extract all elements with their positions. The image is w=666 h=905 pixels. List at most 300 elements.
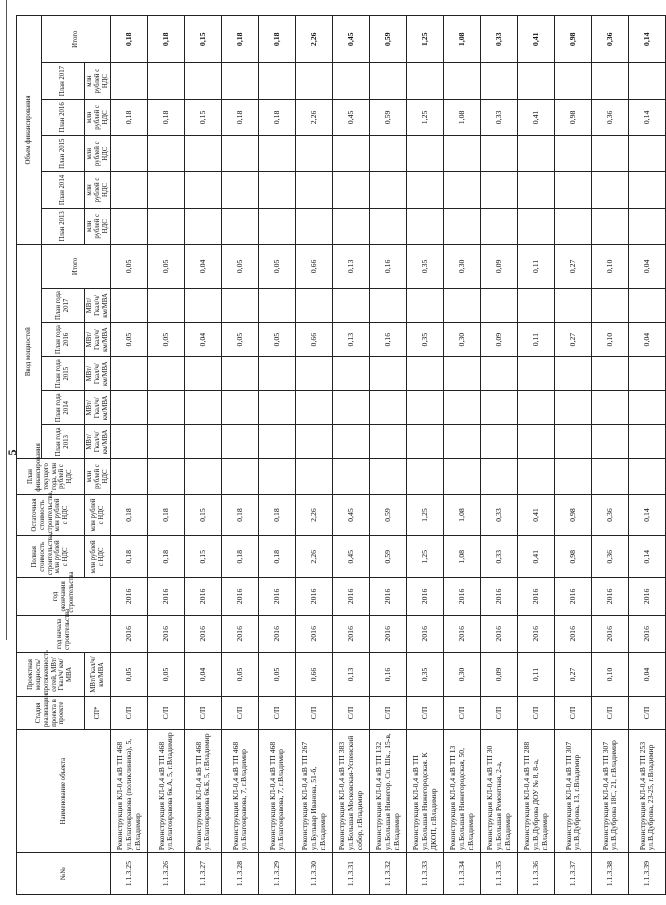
cell-stage: С/П xyxy=(296,697,333,730)
cell-end-year: 2016 xyxy=(333,578,370,615)
cell-c2016: 0,13 xyxy=(333,323,370,357)
header-f2016: План 2016 xyxy=(42,99,85,135)
cell-full-cost: 0,15 xyxy=(185,536,222,578)
cell-f2013 xyxy=(555,208,592,244)
cell-c2013 xyxy=(555,425,592,459)
cell-c2017 xyxy=(518,288,555,322)
cell-stage: С/П xyxy=(148,697,185,730)
cell-f2015 xyxy=(370,136,407,172)
cell-full-cost: 0,41 xyxy=(518,536,555,578)
cell-c-total: 0,10 xyxy=(592,244,629,288)
cell-c2015 xyxy=(592,357,629,391)
cell-power: 0,27 xyxy=(555,653,592,697)
cell-c2017 xyxy=(481,288,518,322)
cell-remaining-cost: 0,41 xyxy=(518,494,555,536)
cell-stage: С/П xyxy=(518,697,555,730)
cell-f2015 xyxy=(629,136,666,172)
cell-f2017 xyxy=(592,63,629,99)
cell-stage: С/П xyxy=(185,697,222,730)
header-c2014: План года 2014 xyxy=(42,391,85,425)
cell-c2014 xyxy=(148,391,185,425)
cell-c2015 xyxy=(444,357,481,391)
cell-c2014 xyxy=(111,391,148,425)
cell-f2016: 0,18 xyxy=(259,99,296,135)
cell-num: 1.1.3.28 xyxy=(222,853,259,895)
cell-f2013 xyxy=(148,208,185,244)
header-f2014: План 2014 xyxy=(42,172,85,208)
cell-f-total: 0,18 xyxy=(111,16,148,63)
cell-f2013 xyxy=(518,208,555,244)
cell-plan-funding xyxy=(296,459,333,494)
table-row xyxy=(296,16,333,895)
table-row xyxy=(148,16,185,895)
cell-c2015 xyxy=(111,357,148,391)
cell-stage: С/П xyxy=(333,697,370,730)
header-c2013: План года 2013 xyxy=(42,425,85,459)
header-funding: Объем финансирования xyxy=(17,16,42,245)
cell-f-total: 1,08 xyxy=(444,16,481,63)
cell-f2017 xyxy=(407,63,444,99)
cell-num: 1.1.3.33 xyxy=(407,853,444,895)
table-row xyxy=(222,16,259,895)
cell-f2013 xyxy=(222,208,259,244)
cell-start-year: 2016 xyxy=(555,615,592,652)
cell-c2017 xyxy=(629,288,666,322)
cell-start-year: 2016 xyxy=(259,615,296,652)
cell-f2016: 0,14 xyxy=(629,99,666,135)
cell-c-total: 0,05 xyxy=(111,244,148,288)
header-stage-sub: СП* xyxy=(85,697,111,730)
cell-full-cost: 1,08 xyxy=(444,536,481,578)
cell-f2015 xyxy=(407,136,444,172)
cell-power: 0,35 xyxy=(407,653,444,697)
table-row xyxy=(518,16,555,895)
cell-remaining-cost: 0,18 xyxy=(111,494,148,536)
cell-c2014 xyxy=(370,391,407,425)
cell-stage: С/П xyxy=(407,697,444,730)
cell-c2013 xyxy=(370,425,407,459)
cell-c2017 xyxy=(296,288,333,322)
cell-plan-funding xyxy=(259,459,296,494)
cell-remaining-cost: 1,08 xyxy=(444,494,481,536)
cell-f2017 xyxy=(629,63,666,99)
cell-c2016: 0,66 xyxy=(296,323,333,357)
cell-name: Реконструкция КЛ-0,4 кВ ТП 13 ул.Большая Нижегородская, 50, г.Владимир xyxy=(444,730,481,853)
header-c2016: План года 2016 xyxy=(42,323,85,357)
cell-f2014 xyxy=(111,172,148,208)
cell-f-total: 0,41 xyxy=(518,16,555,63)
cell-end-year: 2016 xyxy=(555,578,592,615)
table-row xyxy=(259,16,296,895)
cell-end-year: 2016 xyxy=(518,578,555,615)
cell-name: Реконструкция КЛ-0,4 кВ ТП 307 ул.В.Дуброва, 13, г.Владимир xyxy=(555,730,592,853)
cell-power: 0,10 xyxy=(592,653,629,697)
cell-name: Реконструкция КЛ-0,4 кВ ТП 468 ул.Благонравова 6к.Б, 5, г.Владимир xyxy=(185,730,222,853)
cell-remaining-cost: 0,98 xyxy=(555,494,592,536)
cell-c-total: 0,04 xyxy=(185,244,222,288)
cell-f2017 xyxy=(518,63,555,99)
cell-power: 0,04 xyxy=(185,653,222,697)
cell-c2015 xyxy=(185,357,222,391)
cell-num: 1.1.3.29 xyxy=(259,853,296,895)
table-row xyxy=(592,16,629,895)
cell-power: 0,30 xyxy=(444,653,481,697)
cell-start-year: 2016 xyxy=(518,615,555,652)
cell-remaining-cost: 2,26 xyxy=(296,494,333,536)
cell-stage: С/П xyxy=(370,697,407,730)
header-name: Наименование объекта xyxy=(17,730,111,853)
header-f2017: План 2017 xyxy=(42,63,85,99)
cell-num: 1.1.3.36 xyxy=(518,853,555,895)
header-f-unit: млн рублей с НДС xyxy=(85,172,111,208)
table-row xyxy=(333,16,370,895)
table-row xyxy=(481,16,518,895)
cell-end-year: 2016 xyxy=(259,578,296,615)
cell-c2017 xyxy=(444,288,481,322)
cell-num: 1.1.3.35 xyxy=(481,853,518,895)
table-row xyxy=(444,16,481,895)
cell-stage: С/П xyxy=(444,697,481,730)
cell-f2014 xyxy=(148,172,185,208)
cell-f2014 xyxy=(296,172,333,208)
cell-end-year: 2016 xyxy=(407,578,444,615)
cell-c2013 xyxy=(333,425,370,459)
cell-c-total: 0,13 xyxy=(333,244,370,288)
cell-c2014 xyxy=(518,391,555,425)
cell-start-year: 2016 xyxy=(592,615,629,652)
cell-full-cost: 0,98 xyxy=(555,536,592,578)
table-row xyxy=(185,16,222,895)
header-c-unit: МВт/Гкал/ч/км/МВА xyxy=(85,391,111,425)
cell-full-cost: 0,36 xyxy=(592,536,629,578)
cell-c2016: 0,05 xyxy=(111,323,148,357)
cell-start-year: 2016 xyxy=(185,615,222,652)
header-plan-funding: План финансирования текущего года, млн рублей с НДС xyxy=(17,459,85,494)
cell-full-cost: 0,14 xyxy=(629,536,666,578)
header-full-cost-sub: млн рублей с НДС xyxy=(85,536,111,578)
cell-plan-funding xyxy=(592,459,629,494)
header-c-unit: МВт/Гкал/ч/км/МВА xyxy=(85,288,111,322)
cell-c2013 xyxy=(592,425,629,459)
header-f-unit: млн рублей с НДС xyxy=(85,99,111,135)
page-number: 5 xyxy=(5,449,19,456)
cell-c2017 xyxy=(148,288,185,322)
cell-c2013 xyxy=(296,425,333,459)
cell-f2016: 0,41 xyxy=(518,99,555,135)
cell-end-year: 2016 xyxy=(222,578,259,615)
cell-c-total: 0,09 xyxy=(481,244,518,288)
cell-f2015 xyxy=(555,136,592,172)
cell-f2017 xyxy=(481,63,518,99)
cell-f-total: 2,26 xyxy=(296,16,333,63)
cell-c2013 xyxy=(222,425,259,459)
cell-num: 1.1.3.34 xyxy=(444,853,481,895)
cell-stage: С/П xyxy=(259,697,296,730)
cell-c2014 xyxy=(481,391,518,425)
cell-start-year: 2016 xyxy=(444,615,481,652)
cell-f2017 xyxy=(111,63,148,99)
header-remaining-cost: Остаточная стоимость строительства, млн рублей с НДС xyxy=(17,494,85,536)
cell-c2016: 0,04 xyxy=(185,323,222,357)
cell-stage: С/П xyxy=(555,697,592,730)
table-row xyxy=(555,16,592,895)
cell-c2016: 0,11 xyxy=(518,323,555,357)
cell-name: Реконструкция КЛ-0,4 кВ ТП 288 ул.В.Дуброва ДОУ № 8, 8-а, г.Владимир xyxy=(518,730,555,853)
cell-c-total: 0,05 xyxy=(259,244,296,288)
cell-start-year: 2016 xyxy=(148,615,185,652)
cell-c2017 xyxy=(259,288,296,322)
cell-f-total: 0,15 xyxy=(185,16,222,63)
cell-f2016: 0,33 xyxy=(481,99,518,135)
cell-c2013 xyxy=(518,425,555,459)
cell-start-year: 2016 xyxy=(222,615,259,652)
cell-full-cost: 2,26 xyxy=(296,536,333,578)
cell-f2014 xyxy=(592,172,629,208)
cell-num: 1.1.3.32 xyxy=(370,853,407,895)
cell-end-year: 2016 xyxy=(296,578,333,615)
cell-f2013 xyxy=(592,208,629,244)
cell-c2013 xyxy=(629,425,666,459)
cell-f2016: 0,15 xyxy=(185,99,222,135)
header-f-unit: млн рублей с НДС xyxy=(85,63,111,99)
cell-f2016: 0,36 xyxy=(592,99,629,135)
cell-power: 0,09 xyxy=(481,653,518,697)
cell-c2014 xyxy=(592,391,629,425)
cell-f-total: 0,33 xyxy=(481,16,518,63)
cell-c2017 xyxy=(555,288,592,322)
header-c-unit: МВт/Гкал/ч/км/МВА xyxy=(85,425,111,459)
header-f-total: Итого xyxy=(42,16,111,63)
cell-remaining-cost: 0,14 xyxy=(629,494,666,536)
cell-c2016: 0,10 xyxy=(592,323,629,357)
cell-c2014 xyxy=(259,391,296,425)
cell-c2014 xyxy=(555,391,592,425)
cell-c-total: 0,35 xyxy=(407,244,444,288)
cell-f2013 xyxy=(444,208,481,244)
cell-num: 1.1.3.31 xyxy=(333,853,370,895)
cell-c2015 xyxy=(148,357,185,391)
cell-f2016: 1,25 xyxy=(407,99,444,135)
cell-power: 0,05 xyxy=(148,653,185,697)
cell-full-cost: 0,59 xyxy=(370,536,407,578)
table-body xyxy=(111,16,666,895)
cell-name: Реконструкция КЛ-0,4 кВ ТП 30 ул.Большая Ремонтная, 2-а, г.Владимир xyxy=(481,730,518,853)
cell-stage: С/П xyxy=(629,697,666,730)
cell-f2013 xyxy=(296,208,333,244)
cell-f2015 xyxy=(518,136,555,172)
cell-c2014 xyxy=(222,391,259,425)
cell-c2013 xyxy=(111,425,148,459)
cell-c2017 xyxy=(333,288,370,322)
header-c-unit: МВт/Гкал/ч/км/МВА xyxy=(85,323,111,357)
cell-f2013 xyxy=(185,208,222,244)
cell-c2013 xyxy=(148,425,185,459)
cell-c2014 xyxy=(185,391,222,425)
header-f-unit: млн рублей с НДС xyxy=(85,208,111,244)
cell-f2013 xyxy=(333,208,370,244)
cell-plan-funding xyxy=(370,459,407,494)
cell-c2017 xyxy=(407,288,444,322)
cell-f2014 xyxy=(444,172,481,208)
cell-f-total: 0,18 xyxy=(259,16,296,63)
cell-c2014 xyxy=(407,391,444,425)
cell-f2017 xyxy=(148,63,185,99)
header-start-year: год начала строительства xyxy=(17,615,111,652)
cell-end-year: 2016 xyxy=(444,578,481,615)
cell-c-total: 0,30 xyxy=(444,244,481,288)
cell-c2014 xyxy=(296,391,333,425)
cell-remaining-cost: 1,25 xyxy=(407,494,444,536)
cell-f2015 xyxy=(185,136,222,172)
cell-f2016: 0,59 xyxy=(370,99,407,135)
cell-f2017 xyxy=(333,63,370,99)
cell-c2015 xyxy=(629,357,666,391)
cell-full-cost: 0,18 xyxy=(148,536,185,578)
cell-stage: С/П xyxy=(222,697,259,730)
cell-name: Реконструкция КЛ-0,4 кВ ТП ул.Большая Нижегородская. К ДКОП, г.Владимир xyxy=(407,730,444,853)
cell-f2014 xyxy=(222,172,259,208)
cell-name: Реконструкция КЛ-0,4 кВ ТП 468 ул.Благонравова 6к.А, 5, г.Владимир xyxy=(148,730,185,853)
cell-f2013 xyxy=(481,208,518,244)
cell-power: 0,05 xyxy=(111,653,148,697)
cell-c2015 xyxy=(370,357,407,391)
header-f2013: План 2013 xyxy=(42,208,85,244)
cell-f2015 xyxy=(148,136,185,172)
cell-f-total: 0,36 xyxy=(592,16,629,63)
cell-f2014 xyxy=(185,172,222,208)
cell-c2014 xyxy=(629,391,666,425)
cell-f2014 xyxy=(629,172,666,208)
cell-c2013 xyxy=(259,425,296,459)
cell-name: Реконструкция КЛ-0,4 кВ ТП 253 ул.В.Дуброва, 23-25, г.Владимир xyxy=(629,730,666,853)
cell-c2015 xyxy=(481,357,518,391)
cell-name: Реконструкция КЛ-0,4 кВ ТП 132 ул.Большая Нижегор. Сп. Шк., 15-в, г.Владимир xyxy=(370,730,407,853)
cell-remaining-cost: 0,18 xyxy=(259,494,296,536)
cell-f2017 xyxy=(370,63,407,99)
cell-name: Реконструкция КЛ-0,4 кВ ТП 267 ул.Бульвар Иванова, 51-б, г.Владимир xyxy=(296,730,333,853)
cell-c2013 xyxy=(444,425,481,459)
cell-f-total: 0,18 xyxy=(148,16,185,63)
header-stage: Стадия реализации проекта в проекте xyxy=(17,697,85,730)
cell-c2015 xyxy=(518,357,555,391)
cell-plan-funding xyxy=(518,459,555,494)
header-f2015: План 2015 xyxy=(42,136,85,172)
cell-plan-funding xyxy=(222,459,259,494)
cell-c2017 xyxy=(592,288,629,322)
cell-f2017 xyxy=(444,63,481,99)
cell-power: 0,05 xyxy=(259,653,296,697)
table-row xyxy=(629,16,666,895)
cell-c2016: 0,05 xyxy=(222,323,259,357)
cell-plan-funding xyxy=(629,459,666,494)
cell-f2017 xyxy=(185,63,222,99)
cell-remaining-cost: 0,33 xyxy=(481,494,518,536)
cell-name: Реконструкция КЛ-0,4 кВ ТП 468 ул.Благонравова, 7, г.Владимир xyxy=(259,730,296,853)
cell-power: 0,13 xyxy=(333,653,370,697)
cell-f2015 xyxy=(481,136,518,172)
cell-f2013 xyxy=(629,208,666,244)
cell-num: 1.1.3.38 xyxy=(592,853,629,895)
header-remaining-cost-sub: млн рублей с НДС xyxy=(85,494,111,536)
cell-full-cost: 0,45 xyxy=(333,536,370,578)
cell-f2014 xyxy=(555,172,592,208)
cell-start-year: 2016 xyxy=(629,615,666,652)
cell-f2014 xyxy=(518,172,555,208)
cell-plan-funding xyxy=(407,459,444,494)
cell-f2015 xyxy=(111,136,148,172)
cell-stage: С/П xyxy=(481,697,518,730)
header-full-cost: Полная стоимость строительства, млн рублей с НДС xyxy=(17,536,85,578)
cell-f2016: 0,18 xyxy=(111,99,148,135)
cell-name: Реконструкция КЛ-0,4 кВ ТП 468 ул.Благонравова, 7, г.Владимир xyxy=(222,730,259,853)
cell-f2013 xyxy=(370,208,407,244)
cell-end-year: 2016 xyxy=(185,578,222,615)
cell-end-year: 2016 xyxy=(370,578,407,615)
cell-remaining-cost: 0,15 xyxy=(185,494,222,536)
cell-stage: С/П xyxy=(592,697,629,730)
cell-c2017 xyxy=(185,288,222,322)
cell-plan-funding xyxy=(148,459,185,494)
cell-start-year: 2016 xyxy=(111,615,148,652)
cell-remaining-cost: 0,18 xyxy=(148,494,185,536)
cell-num: 1.1.3.37 xyxy=(555,853,592,895)
cell-c2015 xyxy=(407,357,444,391)
cell-c2016: 0,05 xyxy=(259,323,296,357)
header-c2015: План года 2015 xyxy=(42,357,85,391)
header-commissioning: Ввод мощностей xyxy=(17,244,42,459)
cell-c-total: 0,04 xyxy=(629,244,666,288)
cell-full-cost: 0,18 xyxy=(259,536,296,578)
table-row xyxy=(111,16,148,895)
cell-name: Реконструкция КЛ-0,4 кВ ТП 307 ул.В.Дуброва 18С, 21, г.Владимир xyxy=(592,730,629,853)
cell-c2014 xyxy=(333,391,370,425)
header-power: Проектная мощность/ протяженность сетей, МВт/Гкал/ч/ км/МВА xyxy=(17,653,85,697)
cell-c-total: 0,05 xyxy=(222,244,259,288)
cell-c2016: 0,16 xyxy=(370,323,407,357)
investment-program-table xyxy=(16,15,666,895)
cell-c2016: 0,09 xyxy=(481,323,518,357)
cell-f-total: 1,25 xyxy=(407,16,444,63)
cell-c2016: 0,05 xyxy=(148,323,185,357)
cell-num: 1.1.3.27 xyxy=(185,853,222,895)
cell-c2014 xyxy=(444,391,481,425)
cell-f2016: 0,18 xyxy=(148,99,185,135)
cell-f2014 xyxy=(481,172,518,208)
cell-num: 1.1.3.26 xyxy=(148,853,185,895)
cell-num: 1.1.3.39 xyxy=(629,853,666,895)
cell-start-year: 2016 xyxy=(407,615,444,652)
cell-f2015 xyxy=(333,136,370,172)
cell-plan-funding xyxy=(333,459,370,494)
header-c2017: План года 2017 xyxy=(42,288,85,322)
cell-end-year: 2016 xyxy=(592,578,629,615)
cell-f2015 xyxy=(592,136,629,172)
cell-c2016: 0,30 xyxy=(444,323,481,357)
header-num: №№ xyxy=(17,853,111,895)
cell-c2015 xyxy=(555,357,592,391)
cell-f2016: 2,26 xyxy=(296,99,333,135)
cell-c2016: 0,04 xyxy=(629,323,666,357)
cell-f2013 xyxy=(111,208,148,244)
cell-power: 0,11 xyxy=(518,653,555,697)
cell-c2013 xyxy=(481,425,518,459)
cell-c2017 xyxy=(222,288,259,322)
cell-f2016: 0,98 xyxy=(555,99,592,135)
cell-c2016: 0,35 xyxy=(407,323,444,357)
cell-f2014 xyxy=(259,172,296,208)
cell-f-total: 0,18 xyxy=(222,16,259,63)
cell-f-total: 0,59 xyxy=(370,16,407,63)
